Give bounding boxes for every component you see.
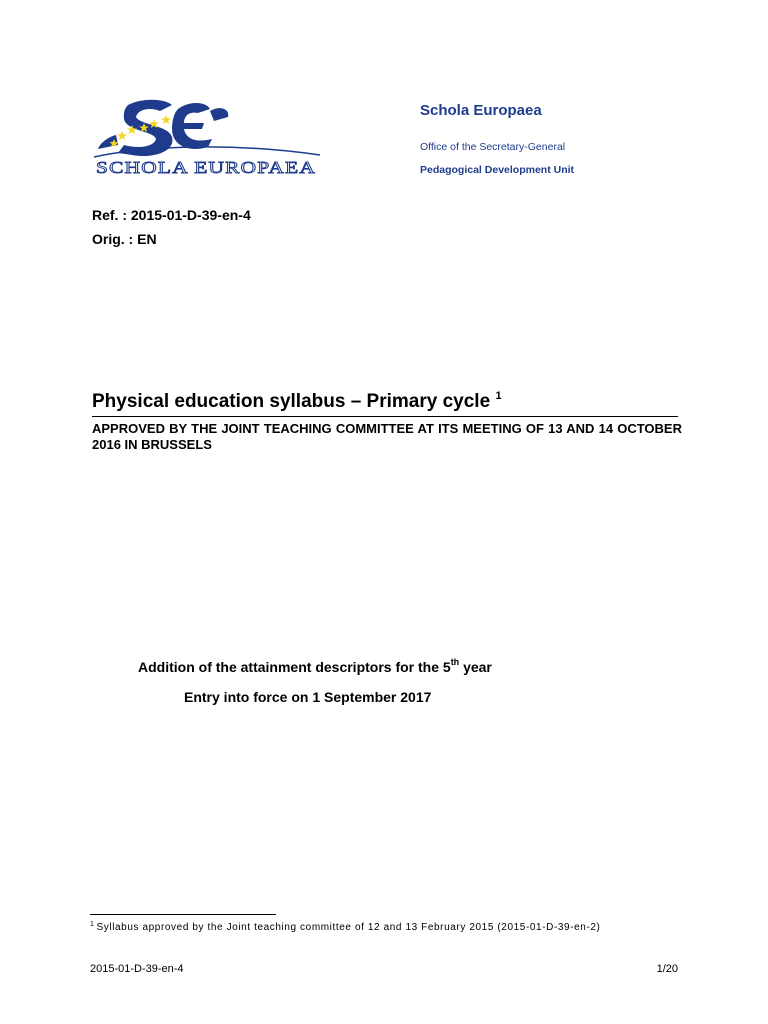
title-footnote-marker: 1 <box>495 390 502 402</box>
entry-into-force: Entry into force on 1 September 2017 <box>184 689 432 705</box>
footnote-marker: 1 <box>90 921 95 928</box>
document-reference: Ref. : 2015-01-D-39-en-4 <box>92 207 251 223</box>
unit-name: Pedagogical Development Unit <box>420 164 575 176</box>
org-name: Schola Europaea <box>420 102 542 119</box>
addition-text-before: Addition of the attainment descriptors for the 5 <box>138 659 451 675</box>
document-title <box>92 390 678 417</box>
footnote <box>90 921 600 933</box>
addition-superscript: th <box>450 657 460 667</box>
approval-statement: APPROVED BY THE JOINT TEACHING COMMITTEE AT ITS MEETING OF 13 AND 14 OCTOBER 2016 IN BRUSSELS <box>92 421 682 452</box>
addition-statement <box>138 657 492 675</box>
footnote-divider <box>90 914 276 915</box>
footnote-text: Syllabus approved by the Joint teaching committee of 12 and 13 February 2015 (2015-01-D-39-en-2) <box>96 922 601 933</box>
office-name: Office of the Secretary-General <box>420 141 566 153</box>
original-language: Orig. : EN <box>92 231 157 247</box>
logo-wordmark: SCHOLA EUROPAEA <box>96 158 316 177</box>
addition-text-after: year <box>459 659 492 675</box>
logo-e-shape <box>172 103 212 149</box>
title-text: Physical education syllabus – Primary cycle <box>92 391 491 412</box>
schola-europaea-logo <box>88 95 324 181</box>
footer-reference: 2015-01-D-39-en-4 <box>90 963 184 975</box>
page-number: 1/20 <box>656 963 678 975</box>
